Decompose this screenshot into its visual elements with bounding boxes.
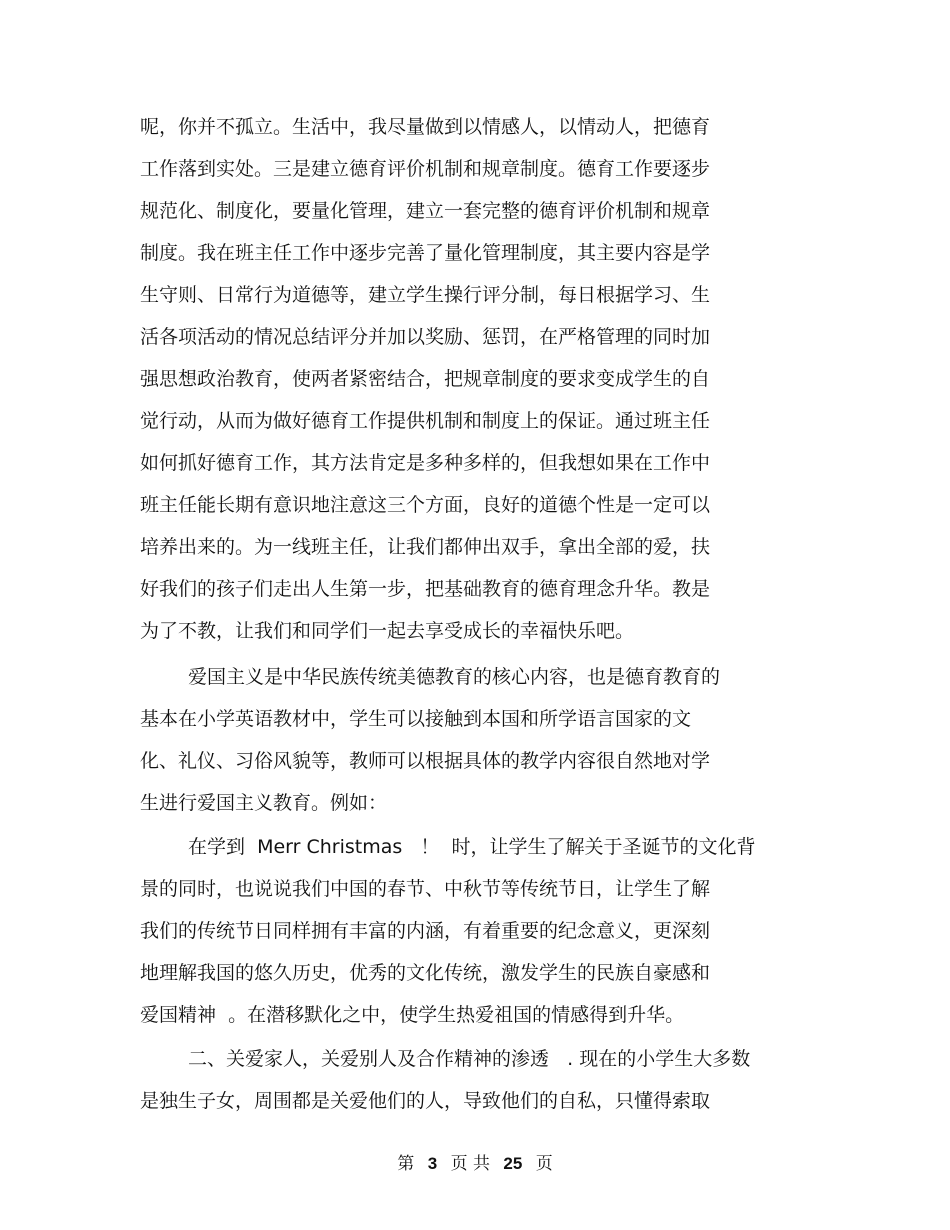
body-line: 规范化、制度化，要量化管理，建立一套完整的德育评价机制和规章 (140, 200, 711, 222)
paragraph-first-line: 二、关爱家人，关爱别人及合作精神的渗透 . 现在的小学生大多数 (188, 1048, 751, 1070)
body-line: 化、礼仪、习俗风貌等，教师可以根据具体的教学内容很自然地对学 (140, 750, 711, 772)
current-page-number: 3 (427, 1154, 438, 1173)
body-line: 工作落到实处。三是建立德育评价机制和规章制度。德育工作要逐步 (140, 158, 711, 180)
paragraph-first-line: 爱国主义是中华民族传统美德教育的核心内容，也是德育教育的 (188, 666, 721, 688)
page-footer (0, 1150, 950, 1178)
body-line: 为了不教，让我们和同学们一起去享受成长的幸福快乐吧。 (140, 620, 635, 642)
body-line: 培养出来的。为一线班主任，让我们都伸出双手，拿出全部的爱，扶 (140, 536, 711, 558)
body-line: 活各项活动的情况总结评分并加以奖励、惩罚，在严格管理的同时加 (140, 326, 711, 348)
body-line: 如何抓好德育工作，其方法肯定是多种多样的，但我想如果在工作中 (140, 452, 711, 474)
body-line: 是独生子女，周围都是关爱他们的人，导致他们的自私，只懂得索取 (140, 1090, 711, 1112)
body-line: 地理解我国的悠久历史，优秀的文化传统，激发学生的民族自豪感和 (140, 962, 711, 984)
body-line: 景的同时，也说说我们中国的春节、中秋节等传统节日，让学生了解 (140, 878, 711, 900)
body-line: 呢，你并不孤立。生活中，我尽量做到以情感人，以情动人，把德育 (140, 116, 711, 138)
body-line: 班主任能长期有意识地注意这三个方面，良好的道德个性是一定可以 (140, 494, 711, 516)
body-line: 基本在小学英语教材中，学生可以接触到本国和所学语言国家的文 (140, 708, 692, 730)
body-line: 生守则、日常行为道德等，建立学生操行评分制，每日根据学习、生 (140, 284, 711, 306)
footer-middle: 页 共 (450, 1154, 490, 1174)
body-line: 爱国精神 。在潜移默化之中，使学生热爱祖国的情感得到升华。 (140, 1004, 685, 1026)
body-line: 觉行动，从而为做好德育工作提供机制和制度上的保证。通过班主任 (140, 410, 711, 432)
body-line: 我们的传统节日同样拥有丰富的内涵，有着重要的纪念意义，更深刻 (140, 920, 711, 942)
body-line: 生进行爱国主义教育。例如： (140, 792, 388, 814)
footer-suffix: 页 (535, 1154, 553, 1174)
body-line: 好我们的孩子们走出人生第一步，把基础教育的德育理念升华。教是 (140, 578, 711, 600)
body-line: 强思想政治教育，使两者紧密结合，把规章制度的要求变成学生的自 (140, 368, 711, 390)
paragraph-first-line: 在学到 Merr Christmas ！ 时，让学生了解关于圣诞节的文化背 (188, 836, 756, 858)
total-page-count: 25 (503, 1154, 523, 1173)
footer-prefix: 第 (397, 1154, 415, 1174)
body-line: 制度。我在班主任工作中逐步完善了量化管理制度，其主要内容是学 (140, 242, 711, 264)
